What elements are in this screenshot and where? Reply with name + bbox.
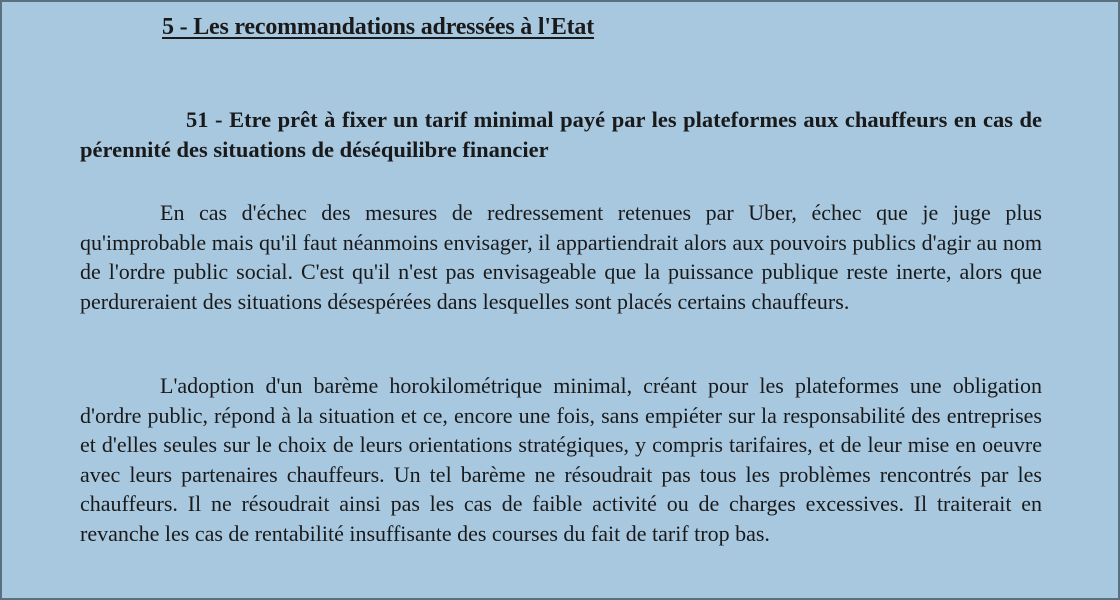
body-paragraph-2: L'adoption d'un barème horokilométrique minimal, créant pour les plateformes une obligation d'ordre public, répond à la situation et ce, encore une fois, sans empiéter sur la responsabilité des entreprises et d'elles seules sur le choix de leurs orientations stratégiques, y compris tarifaires, et de leur mise en oeuvre avec leurs partenaires chauffeurs. Un tel barème ne résoudrait pas tous les problèmes rencontrés par les chauffeurs. Il ne résoudrait ainsi pas les cas de faible activité ou de charges excessives. Il traiterait en revanche les cas de rentabilité insuffisante des courses du fait de tarif trop bas.: [80, 373, 1042, 546]
subsection-title: 51 - Etre prêt à fixer un tarif minimal payé par les plateformes aux chauffeurs en cas de pérennité des situations de déséquilibre financier: [80, 107, 1042, 162]
section-title: 5 - Les recommandations adressées à l'Etat: [162, 14, 595, 40]
body-paragraph-1: En cas d'échec des mesures de redressement retenues par Uber, échec que je juge plus qu'improbable mais qu'il faut néanmoins envisager, il appartiendrait alors aux pouvoirs publics d'agir au nom de l'ordre public social. C'est qu'il n'est pas envisageable que la puissance publique reste inerte, alors que perdureraient des situations désespérées dans lesquelles sont placés certains chauffeurs.: [80, 200, 1042, 314]
